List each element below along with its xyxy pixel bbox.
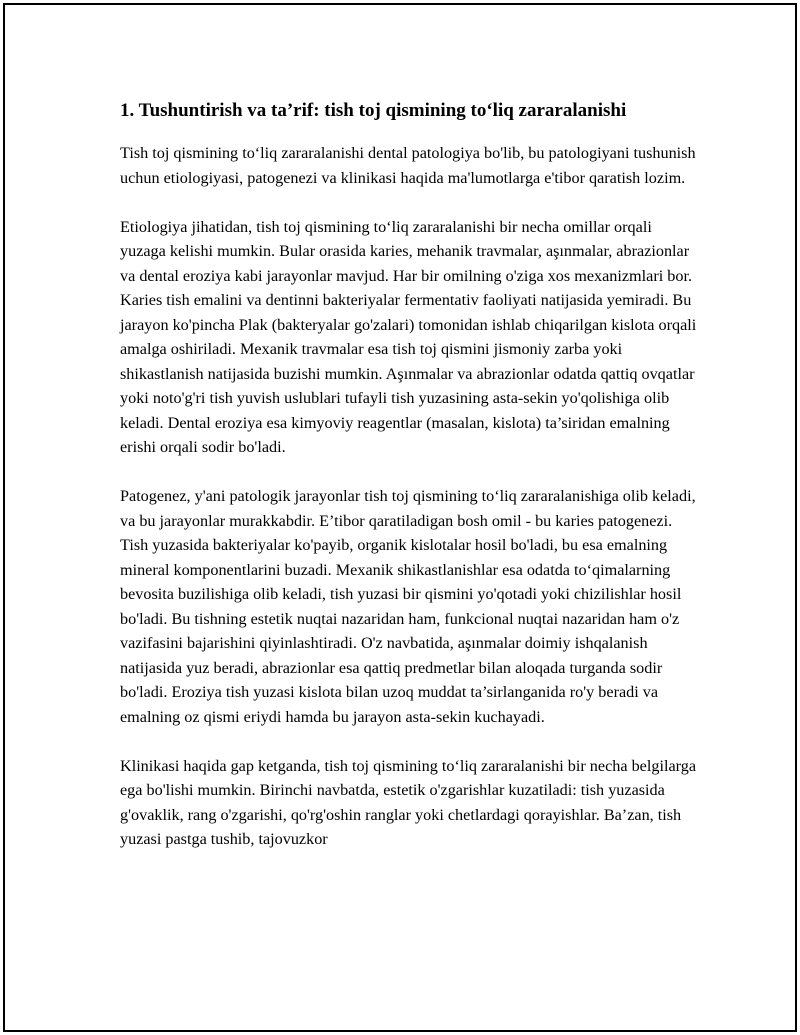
- paragraph-intro: Tish toj qismining to‘liq zararalanishi dental patologiya bo'lib, bu patologiyani tushunish uchun etiologiyasi, patogenezi va klinikasi haqida ma'lumotlarga e'tibor qaratish lozim.: [120, 144, 696, 187]
- section-heading: 1. Tushuntirish va ta’rif: tish toj qismining to‘liq zararalanishi: [120, 100, 627, 121]
- paragraph-clinic: Klinikasi haqida gap ketganda, tish toj qismining to‘liq zararalanishi bir necha belgilarga ega bo'lishi mumkin. Birinchi navbatda, estetik o'zgarishlar kuzatiladi: tish yuzasida g'ovaklik, rang o'zgarishi, qo'rg'oshin ranglar yoki chetlardagi qorayishlar. Ba’zan, tish yuzasi pastga tushib, tajovuzkor: [120, 756, 696, 848]
- document-page: [3, 3, 797, 1032]
- paragraph-etiology: Etiologiya jihatidan, tish toj qismining to‘liq zararalanishi bir necha omillar orqali yuzaga kelishi mumkin. Bular orasida karies, mehanik travmalar, aşınmalar, abrazionlar va dental eroziya kabi jarayonlar mavjud. Har bir omilning o'ziga xos mexanizmlari bor. Karies tish emalini va dentinni bakteriyalar fermentativ faoliyati natijasida yemiradi. Bu jarayon ko'pincha Plak (bakteryalar go'zalari) tomonidan ishlab chiqarilgan kislota orqali amalga oshiriladi. Mexanik travmalar esa tish toj qismini jismoniy zarba yoki shikastlanish natijasida buzishi mumkin. Aşınmalar va abrazionlar odatda qattiq ovqatlar yoki noto'g'ri tish yuvish uslublari tufayli tish yuzasining asta-sekin yo'qolishiga olib keladi. Dental eroziya esa kimyoviy reagentlar (masalan, kislota) ta’siridan emalning erishi orqali sodir bo'ladi.: [120, 217, 697, 456]
- document-body: [120, 97, 700, 852]
- paragraph-pathogenesis: Patogenez, y'ani patologik jarayonlar tish toj qismining to‘liq zararalanishiga olib keladi, va bu jarayonlar murakkabdir. E’tibor qaratiladigan bosh omil - bu karies patogenezi. Tish yuzasida bakteriyalar ko'payib, organik kislotalar hosil bo'ladi, bu esa emalning mineral komponentlarini buzadi. Mexanik shikastlanishlar esa odatda to‘qimalarning bevosita buzilishiga olib keladi, tish yuzasi bir qismini yo'qotadi yoki chizilishlar hosil bo'ladi. Bu tishning estetik nuqtai nazaridan ham, funkcional nuqtai nazaridan ham o'z vazifasini bajarishini qiyinlashtiradi. O'z navbatida, aşınmalar doimiy ishqalanish natijasida yuz beradi, abrazionlar esa qattiq predmetlar bilan aloqada turganda sodir bo'ladi. Eroziya tish yuzasi kislota bilan uzoq muddat ta’sirlanganida ro'y beradi va emalning oz qismi eriydi hamda bu jarayon asta-sekin kuchayadi.: [120, 487, 696, 726]
